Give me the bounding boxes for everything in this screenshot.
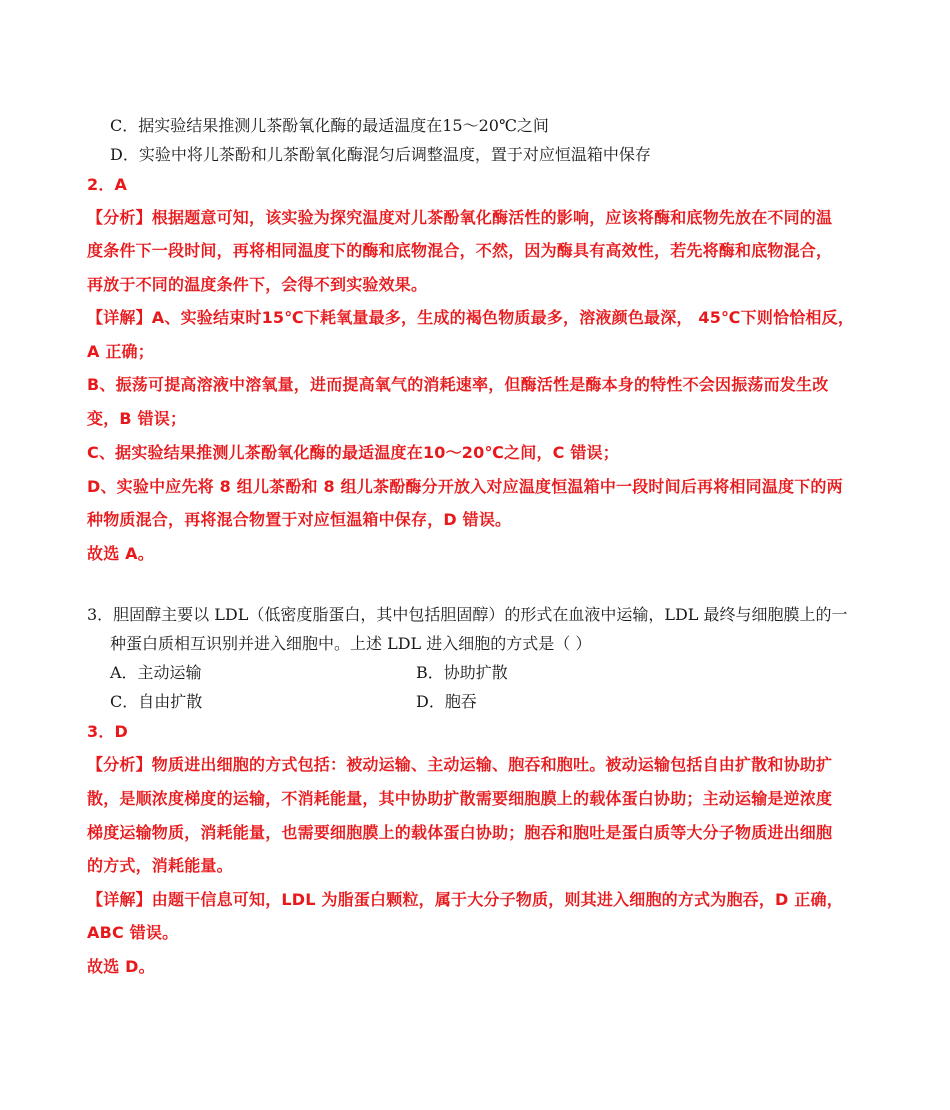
q3-option-d: D．胞吞 <box>416 692 477 711</box>
answer-3-detail-line: 【详解】由题干信息可知，LDL 为脂蛋白颗粒，属于大分子物质，则其进入细胞的方式为胞吞，D 正确， <box>87 890 843 909</box>
answer-2-detail-line: C、据实验结果推测儿茶酚氧化酶的最适温度在10～20℃之间，C 错误； <box>87 443 619 462</box>
answer-2-detail-line: 种物质混合，再将混合物置于对应恒温箱中保存，D 错误。 <box>87 510 512 529</box>
q3-option-a: A．主动运输 <box>110 663 202 682</box>
answer-2-detail-line: 变，B 错误； <box>87 409 187 428</box>
answer-2-detail-line: D、实验中应先将 8 组儿茶酚和 8 组儿茶酚酶分开放入对应温度恒温箱中一段时间后再将相同温度下的两 <box>87 477 843 496</box>
answer-3-label: 3．D <box>87 722 129 741</box>
answer-2-analysis-line: 【分析】根据题意可知，该实验为探究温度对儿茶酚氧化酶活性的影响，应该将酶和底物先放在不同的温 <box>87 208 833 227</box>
q3-stem-line: 3．胆固醇主要以 LDL（低密度脂蛋白，其中包括胆固醇）的形式在血液中运输，LDL 最终与细胞膜上的一 <box>87 605 848 624</box>
answer-3-detail-line: ABC 错误。 <box>87 923 179 942</box>
answer-2-label: 2．A <box>87 175 128 194</box>
q3-option-b: B．协助扩散 <box>416 663 508 682</box>
answer-3-analysis-line: 的方式，消耗能量。 <box>87 856 233 875</box>
q3-option-c: C．自由扩散 <box>110 692 203 711</box>
q2-option-d: D．实验中将儿茶酚和儿茶酚氧化酶混匀后调整温度，置于对应恒温箱中保存 <box>110 145 651 164</box>
answer-3-analysis-line: 散，是顺浓度梯度的运输，不消耗能量，其中协助扩散需要细胞膜上的载体蛋白协助；主动运输是逆浓度 <box>87 789 833 808</box>
answer-3-analysis-line: 【分析】物质进出细胞的方式包括：被动运输、主动运输、胞吞和胞吐。被动运输包括自由扩散和协助扩 <box>87 755 833 774</box>
answer-2-analysis-line: 度条件下一段时间，再将相同温度下的酶和底物混合，不然，因为酶具有高效性，若先将酶和底物混合， <box>87 241 833 260</box>
answer-3-conclusion: 故选 D。 <box>87 957 155 976</box>
answer-2-detail-line: B、振荡可提高溶液中溶氧量，进而提高氧气的消耗速率，但酶活性是酶本身的特性不会因振荡而发生改 <box>87 375 829 394</box>
answer-2-detail-line: 【详解】A、实验结束时15℃下耗氧量最多，生成的褐色物质最多，溶液颜色最深， 45℃下则恰恰相反， <box>87 308 855 327</box>
answer-2-detail-line: A 正确； <box>87 342 154 361</box>
answer-3-analysis-line: 梯度运输物质，消耗能量，也需要细胞膜上的载体蛋白协助；胞吞和胞吐是蛋白质等大分子物质进出细胞 <box>87 823 833 842</box>
q2-option-c: C．据实验结果推测儿茶酚氧化酶的最适温度在15～20℃之间 <box>110 116 549 135</box>
q3-stem-line: 种蛋白质相互识别并进入细胞中。上述 LDL 进入细胞的方式是（ ） <box>110 634 592 653</box>
answer-2-analysis-line: 再放于不同的温度条件下，会得不到实验效果。 <box>87 275 428 294</box>
answer-2-conclusion: 故选 A。 <box>87 544 154 563</box>
